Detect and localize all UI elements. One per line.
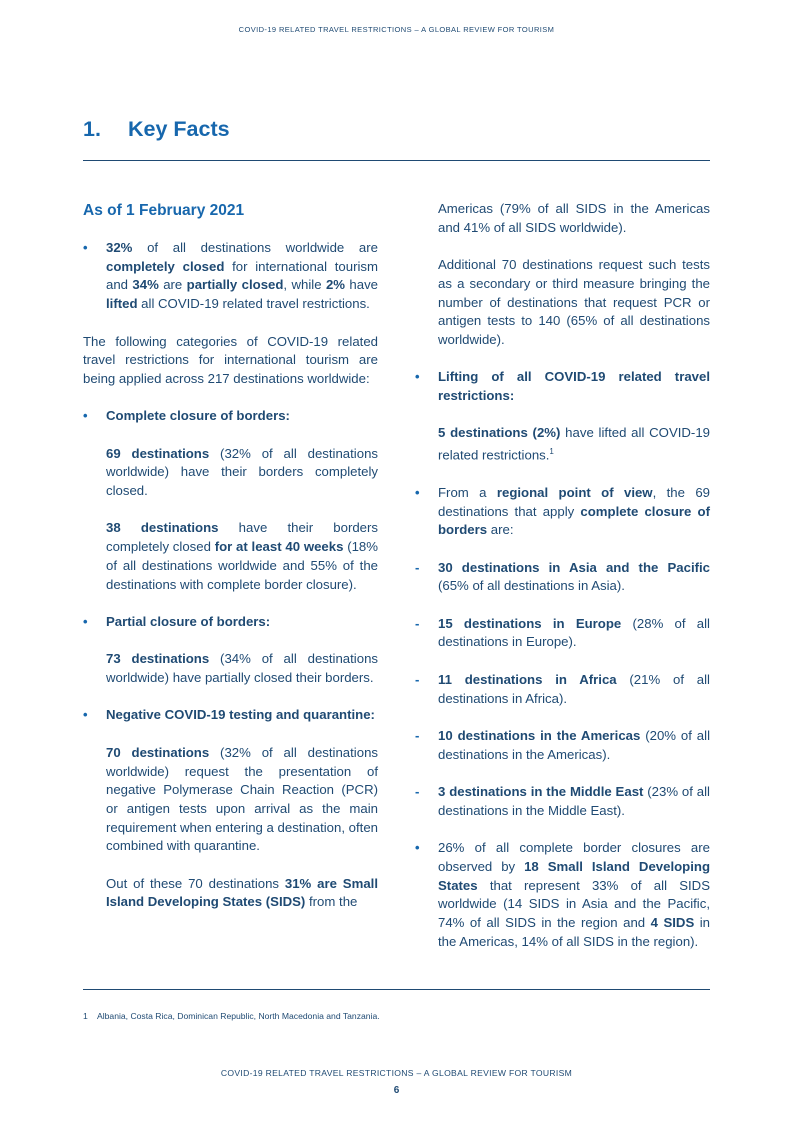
dash-icon: - [415, 615, 420, 631]
section-title-text: Key Facts [128, 117, 230, 141]
partial-closure-heading: Partial closure of borders: [106, 613, 271, 629]
bullet-overview: • 32% of all destinations worldwide are completely closed for international tourism and 34% are partially closed, while 2% have lifted all COVID-19 related travel restrictions. [83, 240, 378, 312]
region-item: - 11 destinations in Africa (21% of all destinations in Africa). [415, 671, 710, 706]
lifting-heading: Lifting of all COVID-19 related travel restrictions: [438, 369, 710, 403]
page-number: 6 [393, 1085, 400, 1096]
region-item: - 10 destinations in the Americas (20% of all destinations in the Americas). [415, 727, 710, 762]
footnote-text: Albania, Costa Rica, Dominican Republic, North Macedonia and Tanzania. [97, 1011, 380, 1021]
left-column [83, 200, 378, 912]
intro-paragraph: The following categories of COVID-19 related travel restrictions for international tourism are being applied across 217 destinations worldwide: [83, 333, 378, 386]
bullet-partial-closure: • Partial closure of borders: 73 destinations (34% of all destinations worldwide) have partially closed their borders. [83, 613, 378, 686]
complete-closure-heading: Complete closure of borders: [106, 408, 290, 424]
footnote [83, 1011, 380, 1021]
bullet-sids: • 26% of all complete border closures are observed by 18 Small Island Developing States that represent 33% of all SIDS worldwide (14 SIDS in Asia and the Pacific, 74% of all SIDS in the region and 4 SIDS in the Americas, 14% of all SIDS in the region). [415, 840, 711, 949]
testing-continued: Americas (79% of all SIDS in the Americas and 41% of all SIDS worldwide). Additional 70 destinations request such tests as a secondary or third measure bringing the number of destinations that request PCR or antigen tests to 140 (65% of all destinations worldwide). [415, 200, 710, 350]
bullet-complete-closure: • Complete closure of borders: 69 destinations (32% of all destinations worldwide) have their borders completely closed. 38 destinations have their borders completely closed for at least 40 weeks (18% of all destinations worldwide and 55% of the destinations with complete border closure). [83, 408, 378, 592]
title-divider [83, 160, 710, 161]
bullet-testing-quarantine: • Negative COVID-19 testing and quarantine: 70 destinations (32% of all destinations worldwide) request the presentation of negative Polymerase Chain Reaction (PCR) or antigen tests upon arrival as the main requirement when entering a destination, often combined with quarantine. Out of these 70 destinations 31% are Small Island Developing States (SIDS) from the [83, 707, 378, 910]
dash-icon: - [415, 671, 420, 687]
running-header: COVID-19 RELATED TRAVEL RESTRICTIONS – A GLOBAL REVIEW FOR TOURISM [238, 25, 555, 34]
bullet-regional: • From a regional point of view, the 69 destinations that apply complete closure of borders are: [415, 484, 711, 538]
region-item: - 30 destinations in Asia and the Pacific (65% of all destinations in Asia). [415, 559, 710, 594]
dash-icon: - [415, 784, 420, 800]
testing-heading: Negative COVID-19 testing and quarantine: [106, 707, 375, 723]
bullet-icon: • [83, 707, 88, 723]
bullet-icon: • [83, 613, 88, 629]
additional-tests-paragraph: Additional 70 destinations request such tests as a secondary or third measure bringing the number of destinations that request PCR or antigen tests to 140 (65% of all destinations worldwide). [438, 257, 710, 347]
section-title [83, 117, 230, 142]
dash-icon: - [415, 559, 420, 575]
bullet-icon: • [415, 484, 420, 500]
bullet-icon: • [83, 408, 88, 424]
region-item: - 15 destinations in Europe (28% of all destinations in Europe). [415, 615, 710, 650]
region-item: - 3 destinations in the Middle East (23% of all destinations in the Middle East). [415, 784, 710, 818]
bullet-lifting: • Lifting of all COVID-19 related travel restrictions: 5 destinations (2%) have lifted all COVID-19 related restrictions.$^1$ [415, 369, 710, 463]
footnote-number: 1 [83, 1011, 88, 1021]
dash-icon: - [415, 727, 420, 743]
footnote-divider [83, 989, 710, 990]
bullet-icon: • [415, 369, 420, 385]
running-footer: COVID-19 RELATED TRAVEL RESTRICTIONS – A GLOBAL REVIEW FOR TOURISM [220, 1068, 573, 1078]
bullet-icon: • [415, 840, 420, 856]
footnote-ref: 1 [549, 447, 554, 457]
right-column [415, 200, 710, 951]
as-of-date-heading: As of 1 February 2021 [83, 202, 245, 219]
bullet-icon: • [83, 240, 88, 255]
section-number: 1. [83, 117, 101, 141]
